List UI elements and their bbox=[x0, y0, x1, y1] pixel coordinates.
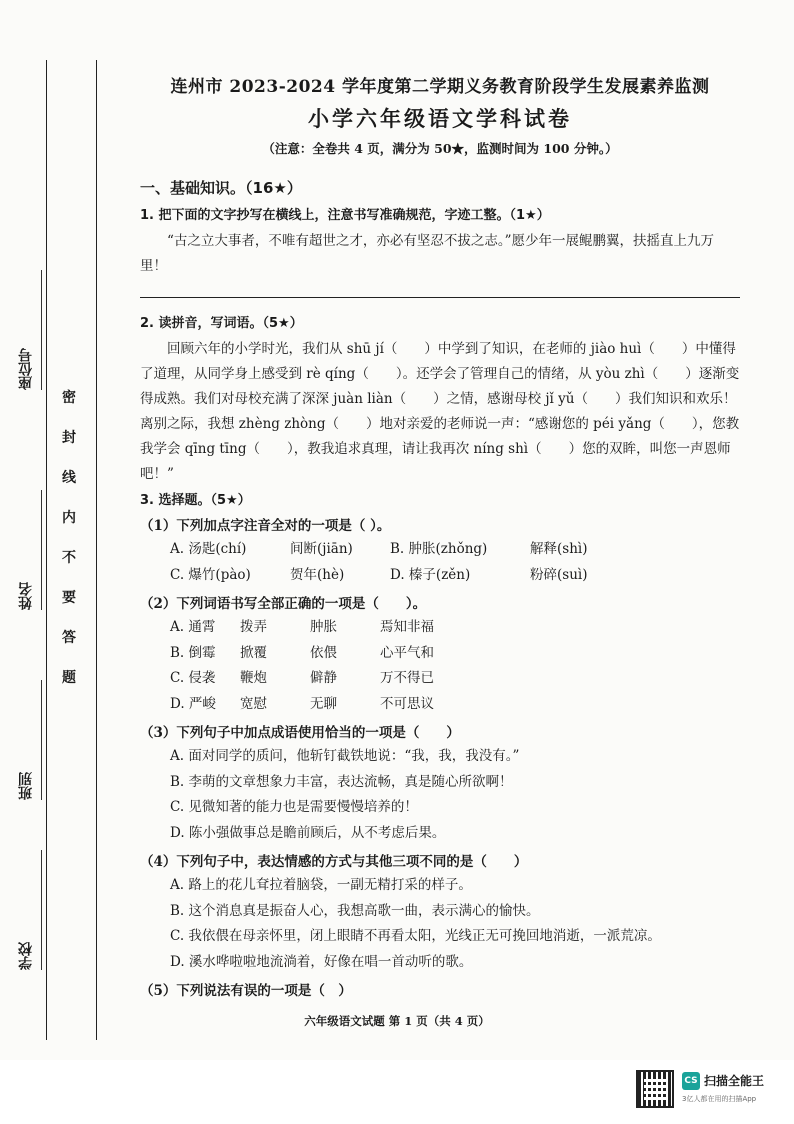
section-heading: 一、基础知识。（16★） bbox=[140, 179, 302, 197]
exam-content bbox=[140, 72, 740, 1002]
page-footer: 六年级语文试题 第 1 页（共 4 页） bbox=[304, 1014, 490, 1028]
q3-sub3-option: A. 面对同学的质问，他斩钉截铁地说：“我，我，我没有。” bbox=[170, 748, 520, 764]
binding-line-inner bbox=[96, 60, 97, 1040]
q3-sub2-row: B. 倒霉 掀覆 依偎 心平气和 bbox=[170, 644, 434, 661]
q3-sub3-option: B. 李萌的文章想象力丰富，表达流畅，真是随心所欲啊！ bbox=[170, 773, 513, 790]
qr-code-icon bbox=[636, 1070, 674, 1108]
seat-number-label: 座位号 bbox=[18, 348, 34, 390]
class-label: 班别 bbox=[18, 772, 34, 800]
q3-sub1-row: C. 爆竹(pào) 贺年(hè) D. 榛子(zěn) 粉碎(suì) bbox=[170, 566, 588, 583]
name-label: 姓名 bbox=[18, 582, 34, 610]
q3-sub4-option: B. 这个消息真是振奋人心，我想高歌一曲，表示满心的愉快。 bbox=[170, 902, 540, 919]
q3-sub3-prompt: （3）下列句子中加点成语使用恰当的一项是（ ） bbox=[140, 725, 460, 741]
seal-char: 密 bbox=[62, 390, 76, 406]
exam-title-line1: 连州市 2023-2024 学年度第二学期义务教育阶段学生发展素养监测 bbox=[170, 77, 710, 97]
q3-sub2-prompt: （2）下列词语书写全部正确的一项是（ ）。 bbox=[140, 596, 427, 612]
exam-title-line2: 小学六年级语文学科试卷 bbox=[308, 107, 572, 131]
seal-char: 要 bbox=[62, 590, 76, 606]
binding-margin bbox=[14, 60, 126, 1040]
q3-sub2-row: A. 通霄 拨弄 肿胀 焉知非福 bbox=[170, 619, 434, 635]
seat-number-field bbox=[16, 270, 44, 390]
seal-char: 内 bbox=[62, 510, 76, 526]
name-field bbox=[16, 490, 44, 610]
q3-sub4-option: C. 我依偎在母亲怀里，闭上眼睛不再看太阳，光线正无可挽回地消逝，一派荒凉。 bbox=[170, 928, 661, 944]
school-label: 学校 bbox=[18, 942, 34, 970]
scanner-watermark bbox=[636, 1070, 786, 1110]
seal-char: 不 bbox=[62, 550, 76, 566]
q3-sub4-option: D. 溪水哗啦啦地流淌着，好像在唱一首动听的歌。 bbox=[170, 953, 473, 970]
q3-sub4-prompt: （4）下列句子中，表达情感的方式与其他三项不同的是（ ） bbox=[140, 854, 528, 870]
seal-char: 线 bbox=[62, 470, 76, 486]
seal-char: 封 bbox=[62, 430, 76, 446]
q3-sub3-option: C. 见微知著的能力也是需要慢慢培养的！ bbox=[170, 799, 418, 815]
answer-line[interactable] bbox=[140, 297, 740, 298]
class-field bbox=[16, 680, 44, 800]
school-field bbox=[16, 850, 44, 970]
binding-line-outer bbox=[46, 60, 47, 1040]
question-1-prompt: 1. 把下面的文字抄写在横线上，注意书写准确规范，字迹工整。（1★） bbox=[140, 208, 550, 223]
q3-sub1-prompt: （1）下列加点字注音全对的一项是（ ）。 bbox=[140, 518, 391, 534]
exam-note: （注意：全卷共 4 页，满分为 50★，监测时间为 100 分钟。） bbox=[262, 141, 618, 156]
seal-char: 题 bbox=[62, 670, 76, 686]
q3-sub2-row: C. 侵袭 鞭炮 僻静 万不得已 bbox=[170, 670, 434, 686]
q3-sub4-option: A. 路上的花儿耷拉着脑袋，一副无精打采的样子。 bbox=[170, 877, 472, 893]
q3-sub1-row: A. 汤匙(chí) 间断(jiān) B. 肿胀(zhǒng) 解释(shì) bbox=[170, 541, 588, 557]
question-2-prompt: 2. 读拼音，写词语。（5★） bbox=[140, 316, 303, 331]
question-2-text: 回顾六年的小学时光，我们从 shū jí（ ）中学到了知识，在老师的 jiào huì（ ）中懂得了道理，从同学身上感受到 rè qíng（ ）。还学会了管理自己的情绪，从 yòu zhì（ ）逐渐变得成熟。我们对母校充满了深深 juàn liàn（ ）之情，感谢母校 jǐ yǔ（ ）我们知识和欢乐！离别之际，我想 zhèng zhòng（ ）地对亲爱的老师说一声：“感谢您的 péi yǎng（ ），您教我学会 qīng tīng（ ），教我追求真理，请让我再次 níng shì（ ）您的双眸，叫您一声恩师吧！” bbox=[140, 341, 740, 482]
camscanner-logo-icon: CS bbox=[682, 1072, 700, 1090]
q3-sub3-option: D. 陈小强做事总是瞻前顾后，从不考虑后果。 bbox=[170, 824, 446, 841]
q3-sub5-prompt: （5）下列说法有误的一项是（ ） bbox=[140, 983, 352, 999]
q3-sub2-row: D. 严峻 宽慰 无聊 不可思议 bbox=[170, 695, 434, 712]
seal-char: 答 bbox=[62, 630, 76, 646]
scanner-app-tagline: 3亿人都在用的扫描App bbox=[682, 1095, 757, 1103]
scanner-app-name: 扫描全能王 bbox=[704, 1074, 765, 1088]
question-3-prompt: 3. 选择题。（5★） bbox=[140, 493, 251, 508]
question-1-text: “古之立大事者，不唯有超世之才，亦必有坚忍不拔之志。”愿少年一展鲲鹏翼，扶摇直上九万里！ bbox=[140, 233, 715, 274]
seal-line-notice bbox=[54, 378, 84, 698]
